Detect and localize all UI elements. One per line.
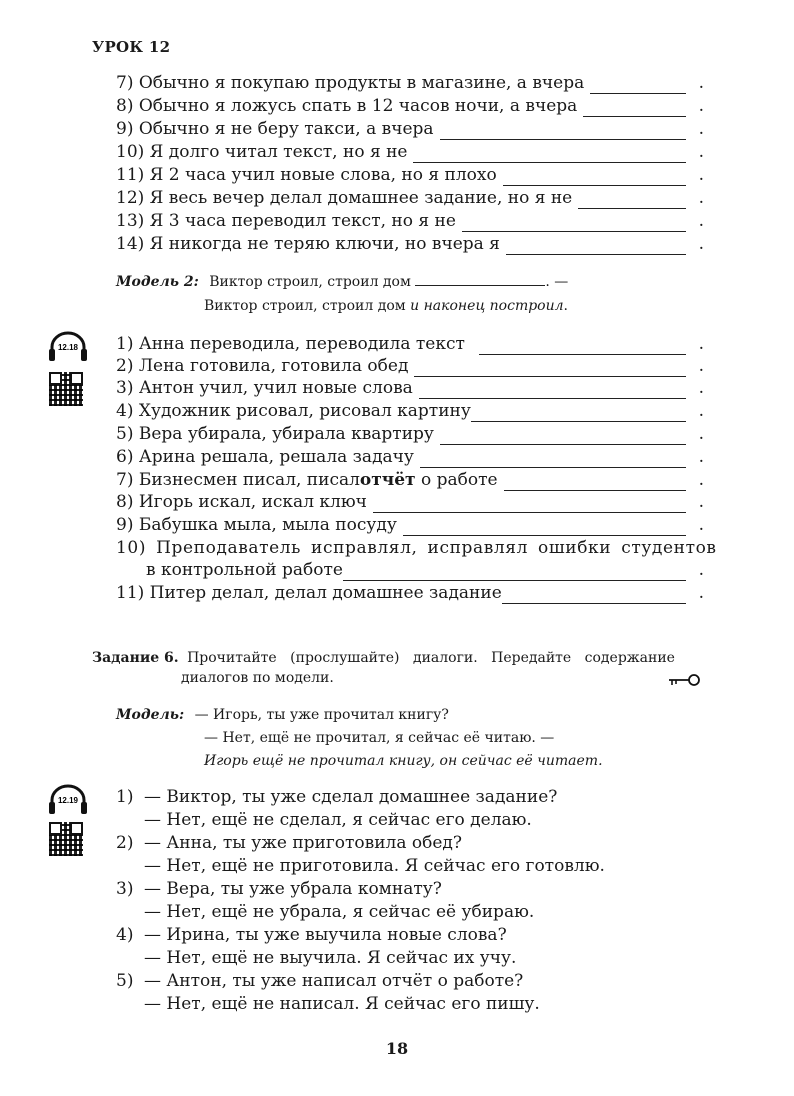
page-number: 18 [385, 1039, 409, 1058]
answer-blank[interactable] [503, 169, 686, 186]
answer-blank[interactable] [462, 215, 686, 232]
model-2-answer: Виктор строил, строил дом и наконец построил. [204, 298, 568, 314]
exercise-line: 5) Вера убирала, убирала квартиру . [116, 424, 704, 444]
exercise-line: 1) Анна переводила, переводила текст . [116, 334, 704, 354]
exercise-line: 2) Лена готовила, готовила обед . [116, 356, 704, 376]
answer-blank[interactable] [583, 100, 686, 117]
answer-blank[interactable] [578, 192, 686, 209]
dialog-item: 4) — Ирина, ты уже выучила новые слова? — Нет, ещё не выучила. Я сейчас их учу. [116, 925, 517, 968]
answer-blank[interactable] [415, 273, 545, 286]
exercise-line: 11) Я 2 часа учил новые слова, но я плохо . [116, 165, 704, 185]
model-dialog-answer: Игорь ещё не прочитал книгу, он сейчас её читает. [204, 753, 603, 769]
exercise-line: 14) Я никогда не теряю ключи, но вчера я . [116, 234, 704, 254]
answer-blank[interactable] [471, 405, 686, 422]
exercise-line: 7) Бизнесмен писал, писал отчёт о работе . [116, 470, 704, 490]
answer-blank[interactable] [414, 360, 686, 377]
qr-code[interactable] [49, 372, 83, 406]
answer-blank[interactable] [504, 474, 686, 491]
exercise-line: 6) Арина решала, решала задачу . [116, 447, 704, 467]
dialog-item: 5) — Антон, ты уже написал отчёт о работе? — Нет, ещё не написал. Я сейчас его пишу. [116, 971, 540, 1014]
exercise-line: 10) Преподаватель исправлял, исправлял ошибки студентов [116, 538, 717, 558]
headphones-icon[interactable] [47, 330, 89, 364]
exercise-line: 9) Обычно я не беру такси, а вчера . [116, 119, 704, 139]
model-dialog: Модель: — Игорь, ты уже прочитал книгу? [116, 707, 449, 723]
exercise-line-continued: в контрольной работе . [146, 560, 704, 580]
dialog-item: 3) — Вера, ты уже убрала комнату? — Нет, ещё не убрала, я сейчас её убираю. [116, 879, 535, 922]
exercise-line: 11) Питер делал, делал домашнее задание . [116, 583, 704, 603]
key-icon [667, 672, 701, 688]
answer-blank[interactable] [343, 564, 686, 581]
answer-blank[interactable] [506, 238, 686, 255]
exercise-line: 10) Я долго читал текст, но я не . [116, 142, 704, 162]
exercise-line: 3) Антон учил, учил новые слова . [116, 378, 704, 398]
exercise-line: 9) Бабушка мыла, мыла посуду . [116, 515, 704, 535]
answer-blank[interactable] [403, 519, 686, 536]
exercise-line: 8) Игорь искал, искал ключ . [116, 492, 704, 512]
qr-code[interactable] [49, 822, 83, 856]
answer-blank[interactable] [440, 428, 686, 445]
answer-blank[interactable] [373, 496, 686, 513]
audio-track-label: 12.18 [57, 343, 79, 352]
dialog-item: 2) — Анна, ты уже приготовила обед? — Нет, ещё не приготовила. Я сейчас его готовлю. [116, 833, 605, 876]
answer-blank[interactable] [413, 146, 686, 163]
dialog-item: 1) — Виктор, ты уже сделал домашнее задание? — Нет, ещё не сделал, я сейчас его делаю. [116, 787, 558, 830]
model-dialog-line: — Нет, ещё не прочитал, я сейчас её читаю. — [204, 730, 555, 746]
exercise-line: 8) Обычно я ложусь спать в 12 часов ночи, а вчера . [116, 96, 704, 116]
headphones-icon[interactable] [47, 783, 89, 817]
answer-blank[interactable] [479, 338, 686, 355]
audio-track-label: 12.19 [57, 796, 79, 805]
exercise-line: 7) Обычно я покупаю продукты в магазине, а вчера . [116, 73, 704, 93]
model-2: Модель 2: Виктор строил, строил дом . — [116, 274, 569, 290]
lesson-title: УРОК 12 [92, 38, 171, 56]
exercise-line: 4) Художник рисовал, рисовал картину . [116, 401, 704, 421]
answer-blank[interactable] [502, 587, 686, 604]
answer-blank[interactable] [419, 382, 686, 399]
answer-blank[interactable] [440, 123, 686, 140]
exercise-line: 13) Я 3 часа переводил текст, но я не . [116, 211, 704, 231]
answer-blank[interactable] [420, 451, 686, 468]
task-6-instructions: Задание 6. Прочитайте (прослушайте) диалоги. Передайте содержание диалогов по модели. [92, 650, 675, 686]
answer-blank[interactable] [590, 77, 686, 94]
exercise-line: 12) Я весь вечер делал домашнее задание, но я не . [116, 188, 704, 208]
